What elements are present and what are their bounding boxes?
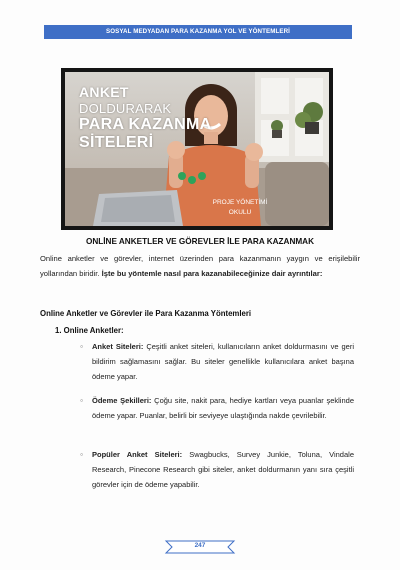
left-fist — [167, 141, 185, 159]
bullet-1-title: Anket Siteleri: — [92, 342, 144, 351]
right-fist — [245, 143, 263, 161]
bullet-3-title: Popüler Anket Siteleri: — [92, 450, 183, 459]
bullet-item-3 — [92, 447, 354, 492]
bullet-icon: ○ — [80, 452, 84, 458]
banner-photo — [65, 72, 329, 226]
page-number-box — [164, 539, 236, 555]
header-title: SOSYAL MEDYADAN PARA KAZANMA YOL VE YÖNTEMLERİ — [106, 28, 290, 35]
banner-image — [61, 68, 333, 230]
banner-line-1: ANKET — [79, 84, 129, 100]
subheading: Online Anketler ve Görevler ile Para Kazanma Yöntemleri — [40, 309, 252, 318]
bullet-3-text: Swagbucks, Survey Junkie, Toluna, Vindale Research, Pinecone Research gibi siteler, anket doldurmanın yanı sıra çeşitli görevler için de ödeme yapabilir. — [92, 450, 354, 489]
bullet-2-text: Çoğu site, nakit para, hediye kartları veya puanlar şeklinde ödeme yapar. Puanlar, belirli bir seviyeye ulaştığında nakde çevrilebilir. — [92, 396, 354, 420]
intro-paragraph — [40, 251, 360, 281]
banner-org-line-1: PROJE YÖNETİMİ — [212, 199, 268, 206]
banner-line-3: PARA KAZANMA — [79, 116, 212, 133]
section-heading: ONLİNE ANKETLER VE GÖREVLER İLE PARA KAZANMAK — [85, 237, 315, 246]
bullet-2-title: Ödeme Şekilleri: — [92, 396, 152, 405]
bullet-1-text: Çeşitli anket siteleri, kullanıcıların anket doldurmasını ve geri bildirim sağlamasını sağlar. Bu siteler genellikle kullanıcılara anket başına ödeme yapar. — [92, 342, 354, 381]
coin-icon — [178, 172, 186, 180]
banner-org-line-2: OKULU — [228, 209, 252, 216]
intro-text: Online anketler ve görevler, internet üzerinden para kazanmanın yaygın ve erişilebilir yollarından biridir. — [40, 254, 360, 278]
banner-org-label — [205, 198, 275, 218]
banner-line-4: SİTELERİ — [79, 134, 154, 151]
page-number: 247 — [194, 542, 206, 549]
numbered-item: 1. Online Anketler: — [55, 326, 124, 335]
bullet-icon: ○ — [80, 344, 84, 350]
bullet-item-2 — [92, 393, 354, 423]
banner-line-2: DOLDURARAK — [79, 101, 172, 116]
bullet-icon: ○ — [80, 398, 84, 404]
bullet-item-1 — [92, 339, 354, 384]
page-header-band — [44, 25, 352, 39]
intro-bold-text: İşte bu yöntemle nasıl para kazanabileceğinize dair ayrıntılar: — [101, 269, 323, 278]
